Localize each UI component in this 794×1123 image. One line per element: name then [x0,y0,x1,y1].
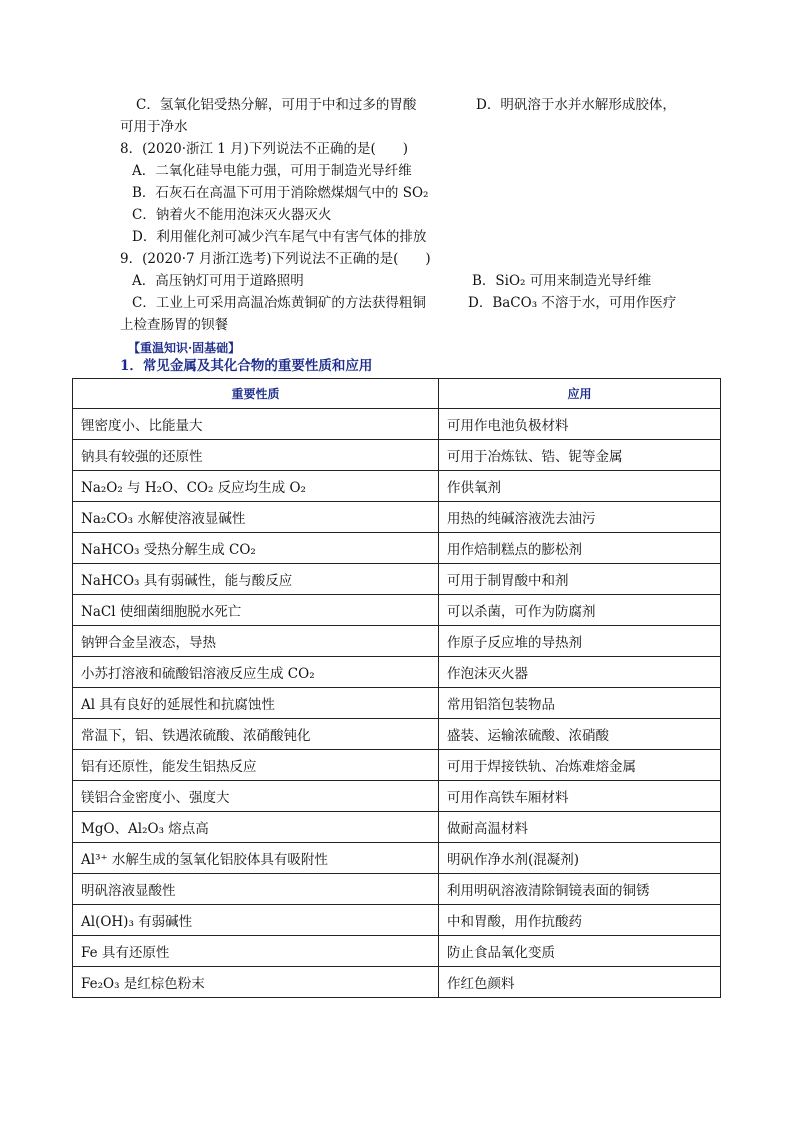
property-cell: Al³⁺ 水解生成的氢氧化铝胶体具有吸附性 [73,843,439,874]
header-application: 应用 [439,379,721,409]
table-row [73,564,721,595]
application-cell: 盛装、运输浓硫酸、浓硝酸 [439,719,721,750]
property-cell: 小苏打溶液和硫酸铝溶液反应生成 CO₂ [73,657,439,688]
q8-option-b: B．石灰石在高温下可用于消除燃煤烟气中的 SO₂ [132,185,429,201]
q7-option-d: D．明矾溶于水并水解形成胶体， [476,97,676,113]
property-cell: Na₂CO₃ 水解使溶液显碱性 [73,502,439,533]
property-cell: Na₂O₂ 与 H₂O、CO₂ 反应均生成 O₂ [73,471,439,502]
table-row [73,905,721,936]
property-cell: NaHCO₃ 受热分解生成 CO₂ [73,533,439,564]
property-cell: Fe 具有还原性 [73,936,439,967]
table-row [73,967,721,998]
table-row [73,812,721,843]
application-cell: 作供氧剂 [439,471,721,502]
application-cell: 利用明矾溶液清除铜镜表面的铜锈 [439,874,721,905]
header-property: 重要性质 [73,379,439,409]
table-row [73,626,721,657]
property-cell: Al 具有良好的延展性和抗腐蚀性 [73,688,439,719]
table-row [73,657,721,688]
property-cell: 钠具有较强的还原性 [73,440,439,471]
property-cell: MgO、Al₂O₃ 熔点高 [73,812,439,843]
property-cell: 钠钾合金呈液态，导热 [73,626,439,657]
q8-stem: 8．(2020·浙江 1 月)下列说法不正确的是( ) [120,141,408,157]
property-cell: 镁铝合金密度小、强度大 [73,781,439,812]
property-cell: 锂密度小、比能量大 [73,409,439,440]
property-cell: 铝有还原性，能发生铝热反应 [73,750,439,781]
q9-option-a: A．高压钠灯可用于道路照明 [132,273,304,289]
application-cell: 作原子反应堆的导热剂 [439,626,721,657]
application-cell: 中和胃酸，用作抗酸药 [439,905,721,936]
table-row [73,936,721,967]
application-cell: 可用于制胃酸中和剂 [439,564,721,595]
q9-option-d-continued: 上检查肠胃的钡餐 [120,317,228,333]
table-header-row [73,379,721,409]
table-row [73,719,721,750]
q7-option-c: C．氢氧化铝受热分解，可用于中和过多的胃酸 [136,97,417,113]
q8-option-c: C．钠着火不能用泡沫灭火器灭火 [132,207,332,223]
table-row [73,874,721,905]
application-cell: 可用作电池负极材料 [439,409,721,440]
q9-option-d: D．BaCO₃ 不溶于水，可用作医疗 [468,295,677,311]
table-row [73,409,721,440]
q7-option-d-continued: 可用于净水 [120,119,188,135]
q9-stem: 9．(2020·7 月浙江选考)下列说法不正确的是( ) [120,251,431,267]
application-cell: 可以杀菌，可作为防腐剂 [439,595,721,626]
table-row [73,502,721,533]
property-cell: NaHCO₃ 具有弱碱性，能与酸反应 [73,564,439,595]
application-cell: 常用铝箔包装物品 [439,688,721,719]
application-cell: 可用作高铁车厢材料 [439,781,721,812]
table-row [73,533,721,564]
property-cell: Fe₂O₃ 是红棕色粉末 [73,967,439,998]
application-cell: 做耐高温材料 [439,812,721,843]
table-row [73,781,721,812]
q8-option-a: A．二氧化硅导电能力强，可用于制造光导纤维 [132,163,412,179]
property-cell: 常温下，铝、铁遇浓硫酸、浓硝酸钝化 [73,719,439,750]
application-cell: 用热的纯碱溶液洗去油污 [439,502,721,533]
application-cell: 明矾作净水剂(混凝剂) [439,843,721,874]
q8-option-d: D．利用催化剂可减少汽车尾气中有害气体的排放 [132,229,427,245]
table-row [73,471,721,502]
section-tag: 【重温知识·固基础】 [128,341,241,355]
application-cell: 可用于焊接铁轨、冶炼难熔金属 [439,750,721,781]
table-row [73,440,721,471]
table-row [73,750,721,781]
property-cell: 明矾溶液显酸性 [73,874,439,905]
q9-option-b: B．SiO₂ 可用来制造光导纤维 [472,273,652,289]
property-cell: Al(OH)₃ 有弱碱性 [73,905,439,936]
application-cell: 作泡沫灭火器 [439,657,721,688]
application-cell: 可用于冶炼钛、锆、铌等金属 [439,440,721,471]
table-row [73,595,721,626]
properties-table [72,378,721,998]
section-title: 1．常见金属及其化合物的重要性质和应用 [120,358,373,374]
table-row [73,688,721,719]
application-cell: 作红色颜料 [439,967,721,998]
application-cell: 防止食品氧化变质 [439,936,721,967]
application-cell: 用作焙制糕点的膨松剂 [439,533,721,564]
table-row [73,843,721,874]
q9-option-c: C．工业上可采用高温冶炼黄铜矿的方法获得粗铜 [132,295,426,311]
property-cell: NaCl 使细菌细胞脱水死亡 [73,595,439,626]
